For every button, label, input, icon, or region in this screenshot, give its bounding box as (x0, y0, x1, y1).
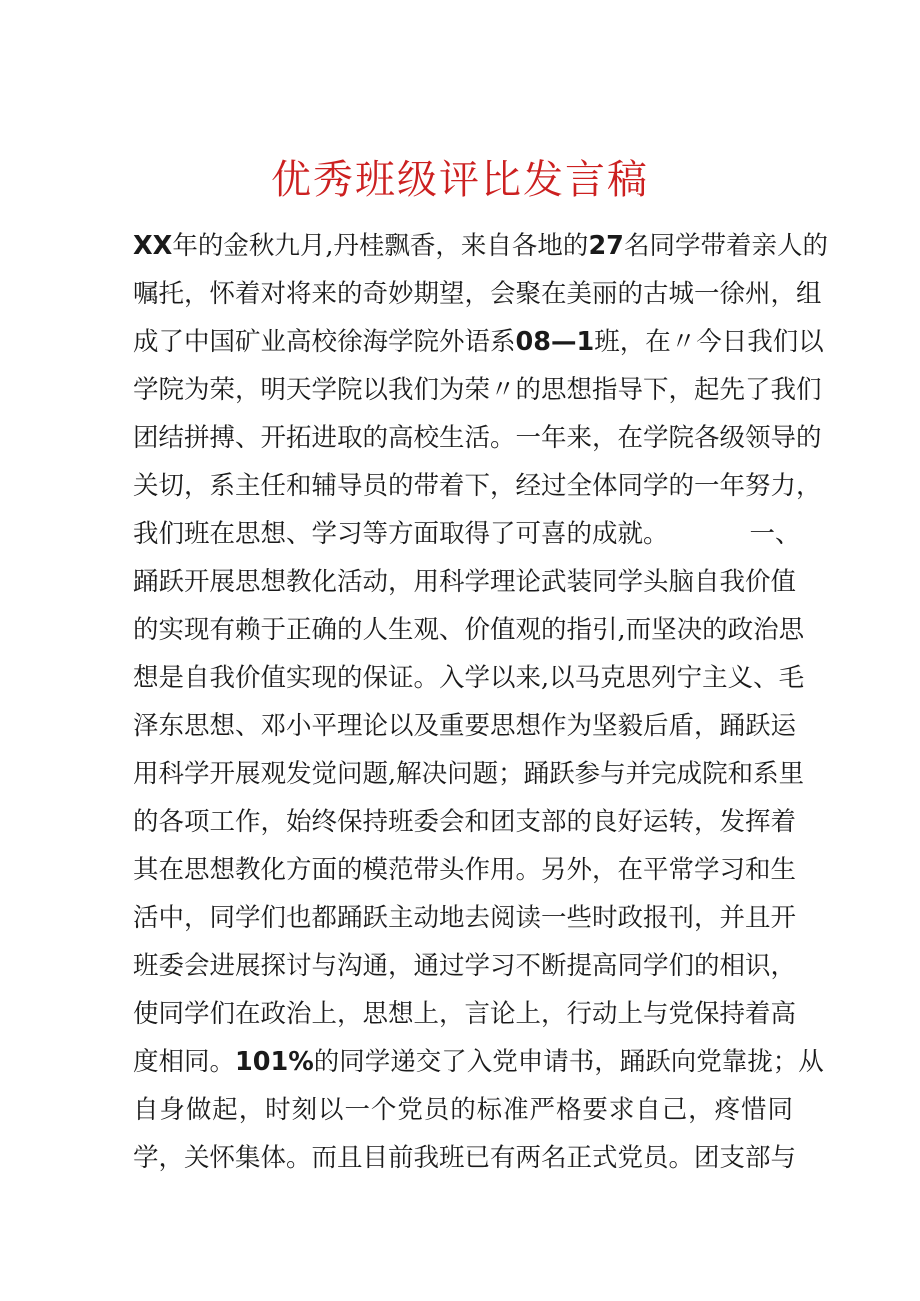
body-line-19: 自身做起，时刻以一个党员的标准严格要求自己，疼惜同 (133, 1095, 793, 1125)
body-line-2: 嘱托，怀着对将来的奇妙期望，会聚在美丽的古城一徐州，组 (133, 279, 822, 309)
body-line-12: 用科学开展观发觉问题,解决问题；踊跃参与并完成院和系里 (133, 759, 805, 789)
body-line-17: 使同学们在政治上，思想上，言论上，行动上与党保持着高 (133, 999, 797, 1029)
year-placeholder: XX (133, 231, 173, 261)
percentage: 101% (235, 1047, 314, 1077)
body-line-13: 的各项工作，始终保持班委会和团支部的良好运转，发挥着 (133, 807, 797, 837)
body-line-20: 学，关怀集体。而且目前我班已有两名正式党员。团支部与 (133, 1143, 797, 1173)
body-line-5: 团结拼搏、开拓进取的高校生活。一年来，在学院各级领导的 (133, 423, 822, 453)
document-body (133, 222, 828, 1182)
body-line-14: 其在思想教化方面的模范带头作用。另外，在平常学习和生 (133, 855, 797, 885)
class-number: 08—1 (515, 327, 595, 357)
document-title: 优秀班级评比发言稿 (271, 157, 649, 203)
body-line-18: 度相同。101%的同学递交了入党申请书，踊跃向党靠拢；从 (133, 1047, 824, 1077)
body-line-7: 我们班在思想、学习等方面取得了可喜的成就。 一、 (133, 519, 801, 549)
body-line-11: 泽东思想、邓小平理论以及重要思想作为坚毅后盾，踊跃运 (133, 711, 797, 741)
body-line-3: 成了中国矿业高校徐海学院外语系08—1班，在〃今日我们以 (133, 327, 824, 357)
body-line-9: 的实现有赖于正确的人生观、价值观的指引,而坚决的政治思 (133, 615, 805, 645)
body-line-15: 活中，同学们也都踊跃主动地去阅读一些时政报刊，并且开 (133, 903, 797, 933)
body-line-8: 踊跃开展思想教化活动，用科学理论武装同学头脑自我价值 (133, 567, 797, 597)
student-count: 27 (588, 231, 624, 261)
body-line-10: 想是自我价值实现的保证。入学以来,以马克思列宁主义、毛 (133, 663, 805, 693)
body-line-16: 班委会进展探讨与沟通，通过学习不断提高同学们的相识， (133, 951, 797, 981)
body-line-1: XX年的金秋九月,丹桂飘香，来自各地的27名同学带着亲人的 (133, 231, 828, 261)
body-line-4: 学院为荣，明天学院以我们为荣〃的思想指导下，起先了我们 (133, 375, 822, 405)
body-line-6: 关切，系主任和辅导员的带着下，经过全体同学的一年努力， (133, 471, 822, 501)
